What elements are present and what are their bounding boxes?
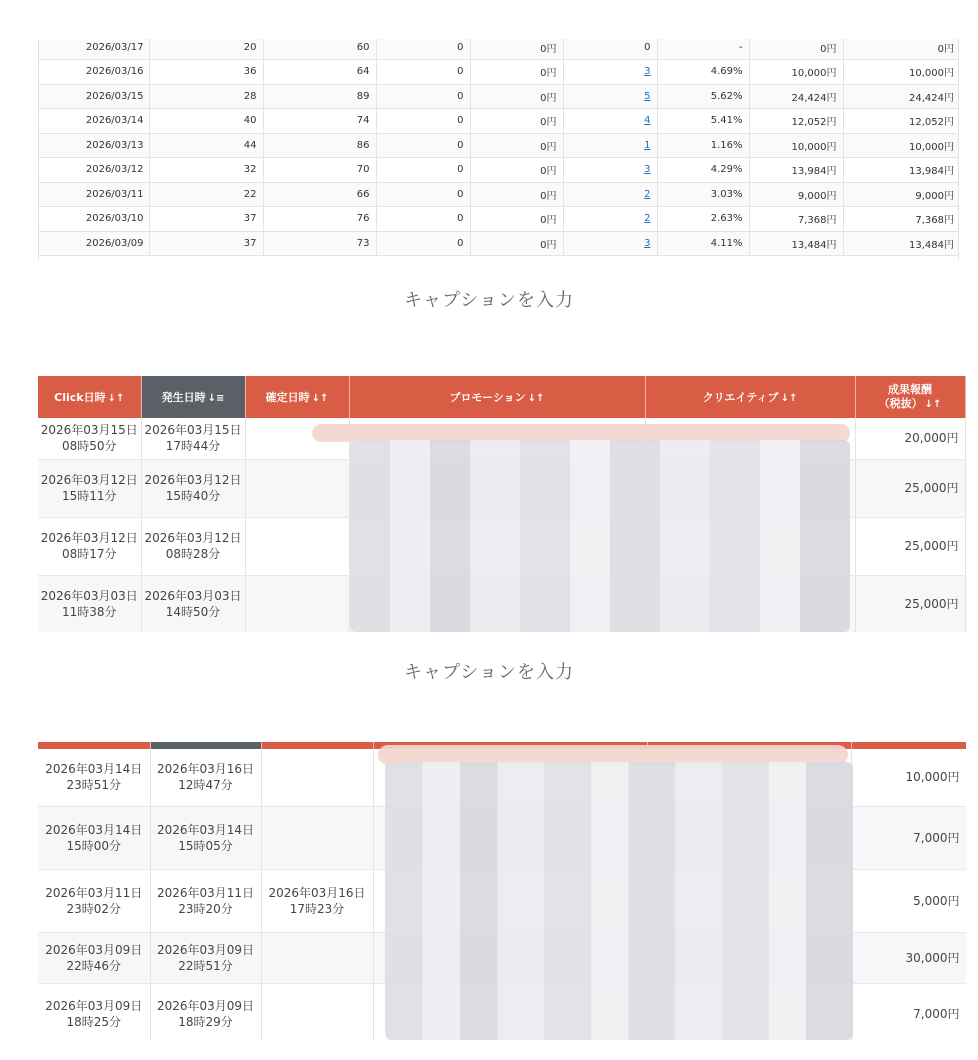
table-cell: 2026/03/12 (39, 158, 149, 183)
table-row (39, 158, 959, 183)
reward-cell: 25,000円 (855, 459, 965, 517)
table-cell: 0円 (749, 39, 843, 60)
occurred-datetime-cell: 2026年03月09日 18時29分 (150, 983, 261, 1040)
table-cell: 76 (263, 207, 376, 232)
table-cell: 40 (149, 109, 263, 134)
col-confirmed-datetime[interactable]: 確定日時 ↓↑ (245, 376, 349, 418)
click-datetime-cell: 2026年03月15日 08時50分 (38, 418, 141, 459)
table-row (39, 207, 959, 232)
table-cell: - (657, 39, 749, 60)
conversion-count-link[interactable]: 3 (644, 164, 651, 176)
table-row (39, 39, 959, 60)
table-cell: 10,000円 (843, 60, 959, 85)
confirmed-datetime-cell (245, 459, 349, 517)
table-cell: 0 (376, 207, 470, 232)
table-cell: 66 (263, 182, 376, 207)
occurred-datetime-cell: 2026年03月12日 08時28分 (141, 517, 245, 575)
table-cell: 13,984円 (749, 158, 843, 183)
table-cell: 0 (376, 60, 470, 85)
occurred-datetime-cell: 2026年03月16日 12時47分 (150, 749, 261, 806)
occurred-datetime-cell: 2026年03月12日 15時40分 (141, 459, 245, 517)
caption-1[interactable]: キャプションを入力 (404, 290, 574, 311)
confirmed-datetime-cell (261, 749, 373, 806)
table-cell (563, 231, 657, 256)
col-reward[interactable]: 成果報酬 （税抜） ↓↑ (855, 376, 965, 418)
col-next-partial (965, 376, 966, 418)
table-cell: 13,984円 (843, 158, 959, 183)
click-datetime-cell: 2026年03月14日 15時00分 (38, 806, 150, 869)
click-datetime-cell: 2026年03月12日 15時11分 (38, 459, 141, 517)
table-cell: 0 (376, 109, 470, 134)
table-cell: 12,052円 (843, 109, 959, 134)
table-cell: 44 (149, 133, 263, 158)
table-cell: 74 (263, 109, 376, 134)
partial-cell (965, 575, 966, 632)
confirmed-datetime-cell (245, 517, 349, 575)
col-click-datetime[interactable]: Click日時 ↓↑ (38, 376, 141, 418)
conversion-count-link[interactable]: 5 (644, 90, 651, 102)
table-cell: 0 (376, 84, 470, 109)
table-cell: 9,000円 (843, 182, 959, 207)
table-cell: 0 (376, 182, 470, 207)
col-promotion[interactable]: プロモーション ↓↑ (349, 376, 645, 418)
confirmed-datetime-cell: 2026年03月16日 17時23分 (261, 869, 373, 932)
table-cell: 37 (149, 231, 263, 256)
table-cell: 0 (563, 39, 657, 60)
caption-2[interactable]: キャプションを入力 (404, 662, 574, 683)
occurred-datetime-cell: 2026年03月15日 17時44分 (141, 418, 245, 459)
table-cell: 10,000円 (749, 60, 843, 85)
table-cell: 7,368円 (843, 207, 959, 232)
table-cell (563, 109, 657, 134)
confirmed-datetime-cell (261, 932, 373, 983)
table-cell (563, 207, 657, 232)
table-cell: 7,368円 (749, 207, 843, 232)
conversion-count-link[interactable]: 3 (644, 66, 651, 78)
sort-desc-icon[interactable]: ↓≡ (207, 393, 225, 404)
table-cell: 0円 (470, 158, 563, 183)
col-occurred-datetime[interactable]: 発生日時 ↓≡ (141, 376, 245, 418)
occurred-datetime-cell: 2026年03月14日 15時05分 (150, 806, 261, 869)
table-row (39, 182, 959, 207)
redaction-mosaic (385, 762, 853, 1040)
table-cell (563, 182, 657, 207)
table-cell: 0円 (470, 231, 563, 256)
sort-icon[interactable]: ↓↑ (924, 398, 942, 410)
table-cell: 0円 (843, 39, 959, 60)
table-cell: 2026/03/17 (39, 39, 149, 60)
table-cell: 0円 (470, 207, 563, 232)
table-cell: 0 (376, 133, 470, 158)
partial-cell (965, 517, 966, 575)
table-cell: 86 (263, 133, 376, 158)
confirmed-datetime-cell (261, 806, 373, 869)
table-cell: 64 (263, 60, 376, 85)
table-row (39, 60, 959, 85)
table-cell: 10,000円 (843, 133, 959, 158)
redaction-mosaic (350, 440, 850, 632)
table-cell: 0円 (470, 60, 563, 85)
col-occurred-datetime (150, 742, 261, 749)
table-cell: 22 (149, 182, 263, 207)
table-cell: 24,424円 (749, 84, 843, 109)
confirmed-datetime-cell (261, 983, 373, 1040)
table-cell: 28 (149, 84, 263, 109)
table-cell: 9,000円 (749, 182, 843, 207)
table-cell: 36 (149, 60, 263, 85)
click-datetime-cell: 2026年03月14日 23時51分 (38, 749, 150, 806)
col-reward (851, 742, 966, 749)
table-cell: 10,000円 (749, 133, 843, 158)
reward-cell: 25,000円 (855, 517, 965, 575)
table-cell (563, 84, 657, 109)
table-cell: 0円 (470, 133, 563, 158)
table-cell: 2026/03/13 (39, 133, 149, 158)
table-cell: 4.11% (657, 231, 749, 256)
table-cell: 0円 (470, 182, 563, 207)
table-row (39, 109, 959, 134)
conversion-count-link[interactable]: 2 (644, 188, 651, 200)
reward-cell: 30,000円 (851, 932, 966, 983)
table-row (39, 231, 959, 256)
table-cell: 37 (149, 207, 263, 232)
table-row (39, 133, 959, 158)
table-cell: 2026/03/15 (39, 84, 149, 109)
table-cell: 2026/03/16 (39, 60, 149, 85)
partial-cell (965, 459, 966, 517)
table-cell: 2026/03/10 (39, 207, 149, 232)
table-cell: 5.41% (657, 109, 749, 134)
occurred-datetime-cell: 2026年03月11日 23時20分 (150, 869, 261, 932)
occurred-datetime-cell: 2026年03月03日 14時50分 (141, 575, 245, 632)
reward-cell: 20,000円 (855, 418, 965, 459)
conversion-count-link[interactable]: 4 (644, 115, 651, 127)
table-cell: 13,484円 (749, 231, 843, 256)
partial-cell (965, 418, 966, 459)
table-cell: 60 (263, 39, 376, 60)
col-confirmed-datetime (261, 742, 373, 749)
sort-icon[interactable]: ↓↑ (780, 393, 798, 404)
table-cell (563, 133, 657, 158)
table-cell: 73 (263, 231, 376, 256)
table-cell: 2026/03/11 (39, 182, 149, 207)
click-datetime-cell: 2026年03月11日 23時02分 (38, 869, 150, 932)
table-cell: 4.29% (657, 158, 749, 183)
sort-icon[interactable]: ↓↑ (311, 393, 329, 404)
table-cell: 0円 (470, 39, 563, 60)
reward-cell: 5,000円 (851, 869, 966, 932)
table-row (39, 84, 959, 109)
table-cell: 1.16% (657, 133, 749, 158)
table-cell: 0円 (470, 84, 563, 109)
col-creative[interactable]: クリエイティブ ↓↑ (645, 376, 855, 418)
table-cell: 2026/03/09 (39, 231, 149, 256)
table-cell: 3.03% (657, 182, 749, 207)
confirmed-datetime-cell (245, 575, 349, 632)
sort-icon[interactable]: ↓↑ (107, 393, 125, 404)
table-cell: 32 (149, 158, 263, 183)
click-datetime-cell: 2026年03月09日 22時46分 (38, 932, 150, 983)
daily-report-table (38, 39, 959, 261)
click-datetime-cell: 2026年03月12日 08時17分 (38, 517, 141, 575)
click-datetime-cell: 2026年03月03日 11時38分 (38, 575, 141, 632)
table-cell (563, 60, 657, 85)
table-cell: 89 (263, 84, 376, 109)
table-cell: 24,424円 (843, 84, 959, 109)
click-datetime-cell: 2026年03月09日 18時25分 (38, 983, 150, 1040)
table-cell: 0 (376, 39, 470, 60)
table-cell: 13,484円 (843, 231, 959, 256)
reward-cell: 10,000円 (851, 749, 966, 806)
sort-icon[interactable]: ↓↑ (527, 393, 545, 404)
table-cell: 12,052円 (749, 109, 843, 134)
table-cell: 0 (376, 231, 470, 256)
table-cell: 2026/03/14 (39, 109, 149, 134)
conversion-count-link[interactable]: 3 (644, 237, 651, 249)
table-cell: 0円 (470, 109, 563, 134)
occurred-datetime-cell: 2026年03月09日 22時51分 (150, 932, 261, 983)
conversion-count-link[interactable]: 2 (644, 213, 651, 225)
reward-cell: 7,000円 (851, 806, 966, 869)
table-cell: 2.63% (657, 207, 749, 232)
table-cell: 20 (149, 39, 263, 60)
table-cell: 5.62% (657, 84, 749, 109)
table-cell: 0 (376, 158, 470, 183)
conversion-count-link[interactable]: 1 (644, 139, 651, 151)
reward-cell: 25,000円 (855, 575, 965, 632)
col-click-datetime (38, 742, 150, 749)
table-cell: 70 (263, 158, 376, 183)
table-cell (563, 158, 657, 183)
table-cell: 4.69% (657, 60, 749, 85)
reward-cell: 7,000円 (851, 983, 966, 1040)
